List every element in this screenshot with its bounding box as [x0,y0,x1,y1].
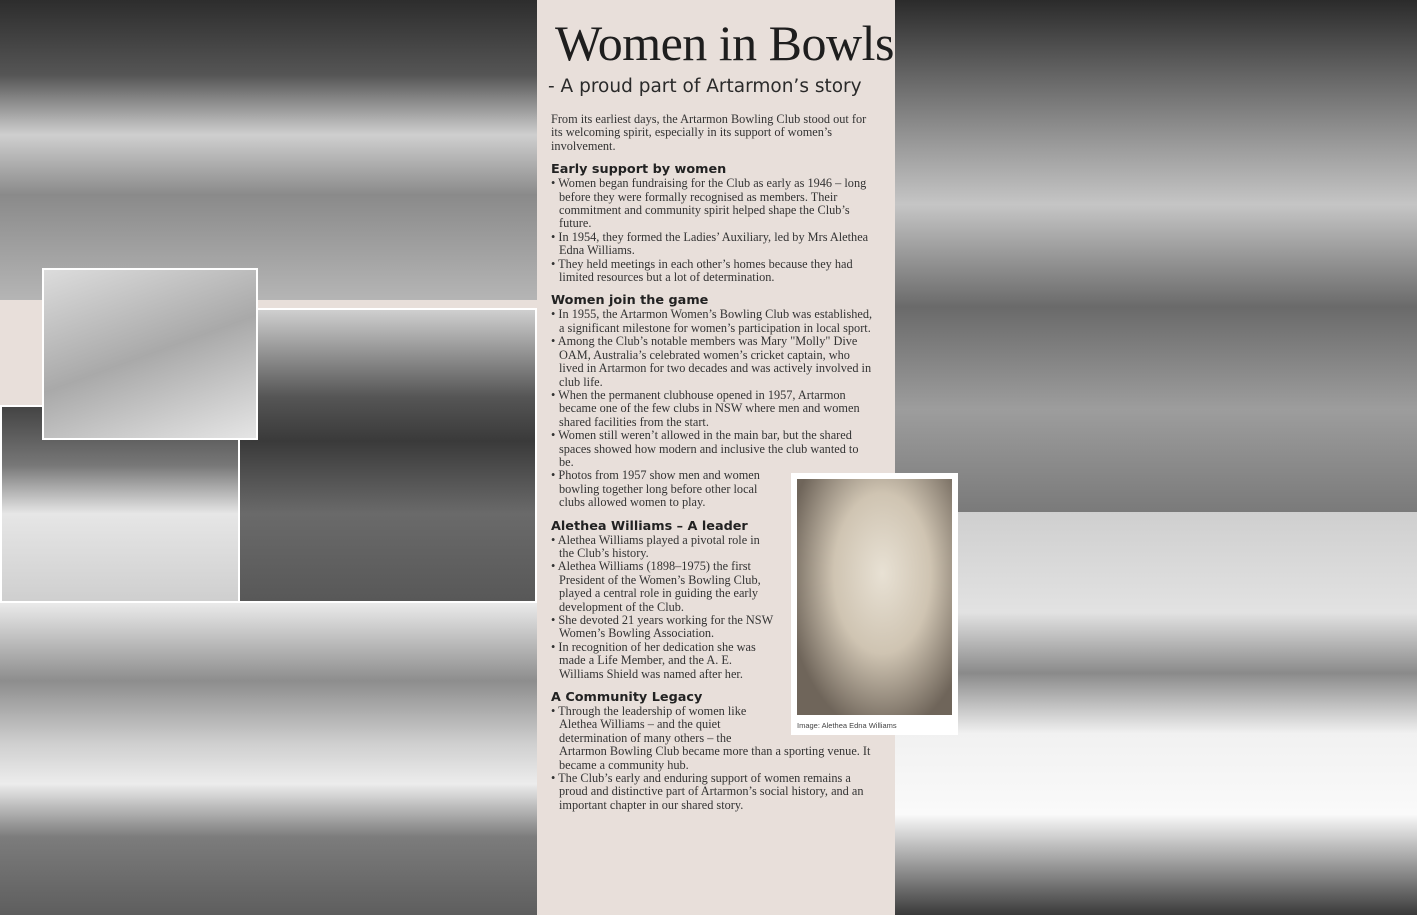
list-item: • In recognition of her dedication she was made a Life Member, and the A. E. Williams Shield was named after her. [551,641,873,681]
photo-ladies-auxiliary-table [42,268,258,440]
photo-two-women-on-green [235,308,537,603]
portrait-alethea-williams [797,479,952,715]
list-item: • In 1955, the Artarmon Women’s Bowling Club was established, a significant milestone for women’s participation in local sport. [551,308,873,335]
list-item: • They held meetings in each other’s homes because they had limited resources but a lot of determination. [551,258,873,285]
section-heading: Women join the game [551,293,709,309]
photo-clubhouse-women-on-steps [0,0,537,300]
list-item: • The Club’s early and enduring support of women remains a proud and distinctive part of Artarmon’s social history, and an important chapter in our shared story. [551,772,873,812]
page-title: Women in Bowls [555,15,894,71]
list-item: • She devoted 21 years working for the NSW Women’s Bowling Association. [551,614,873,641]
list-item: • In 1954, they formed the Ladies’ Auxiliary, led by Mrs Alethea Edna Williams. [551,231,873,258]
list-item: • When the permanent clubhouse opened in 1957, Artarmon became one of the few clubs in NSW where men and women shared facilities from the start. [551,389,873,429]
bullet-list [551,177,873,284]
intro-paragraph: From its earliest days, the Artarmon Bowling Club stood out for its welcoming spirit, especially in its support of women’s involvement. [551,112,867,153]
portrait-frame [791,473,958,735]
portrait-caption: Image: Alethea Edna Williams [797,721,897,731]
list-item: • Photos from 1957 show men and women bowling together long before other local clubs allowed women to play. [551,469,873,509]
list-item: • Women still weren’t allowed in the main bar, but the shared spaces showed how modern and inclusive the club wanted to be. [551,429,873,469]
photo-head-table-dinner [895,512,1417,915]
section-heading: Early support by women [551,162,727,178]
list-item: • Among the Club’s notable members was Mary "Molly" Dive OAM, Australia’s celebrated women’s cricket captain, who lived in Artarmon for two decades and was actively involved in club life. [551,335,873,389]
photo-clubhouse-bowling-green [895,0,1417,512]
section-heading: Alethea Williams – A leader [551,518,748,534]
list-item: • Through the leadership of women like Alethea Williams – and the quiet determination of many others – the Artarmon Bowling Club became more than a sporting venue. It became a community hub. [551,705,873,772]
photo-clubhouse-women-lineup [0,603,537,915]
section-heading: A Community Legacy [551,690,703,706]
list-item: • Alethea Williams (1898–1975) the first President of the Women’s Bowling Club, played a central role in guiding the early development of the Club. [551,560,873,614]
list-item: • Alethea Williams played a pivotal role in the Club’s history. [551,534,873,561]
page-subtitle: - A proud part of Artarmon’s story [548,76,862,97]
article-body [551,112,897,821]
list-item: • Women began fundraising for the Club as early as 1946 – long before they were formally recognised as members. Their commitment and community spirit helped shape the Club’s future. [551,177,873,231]
